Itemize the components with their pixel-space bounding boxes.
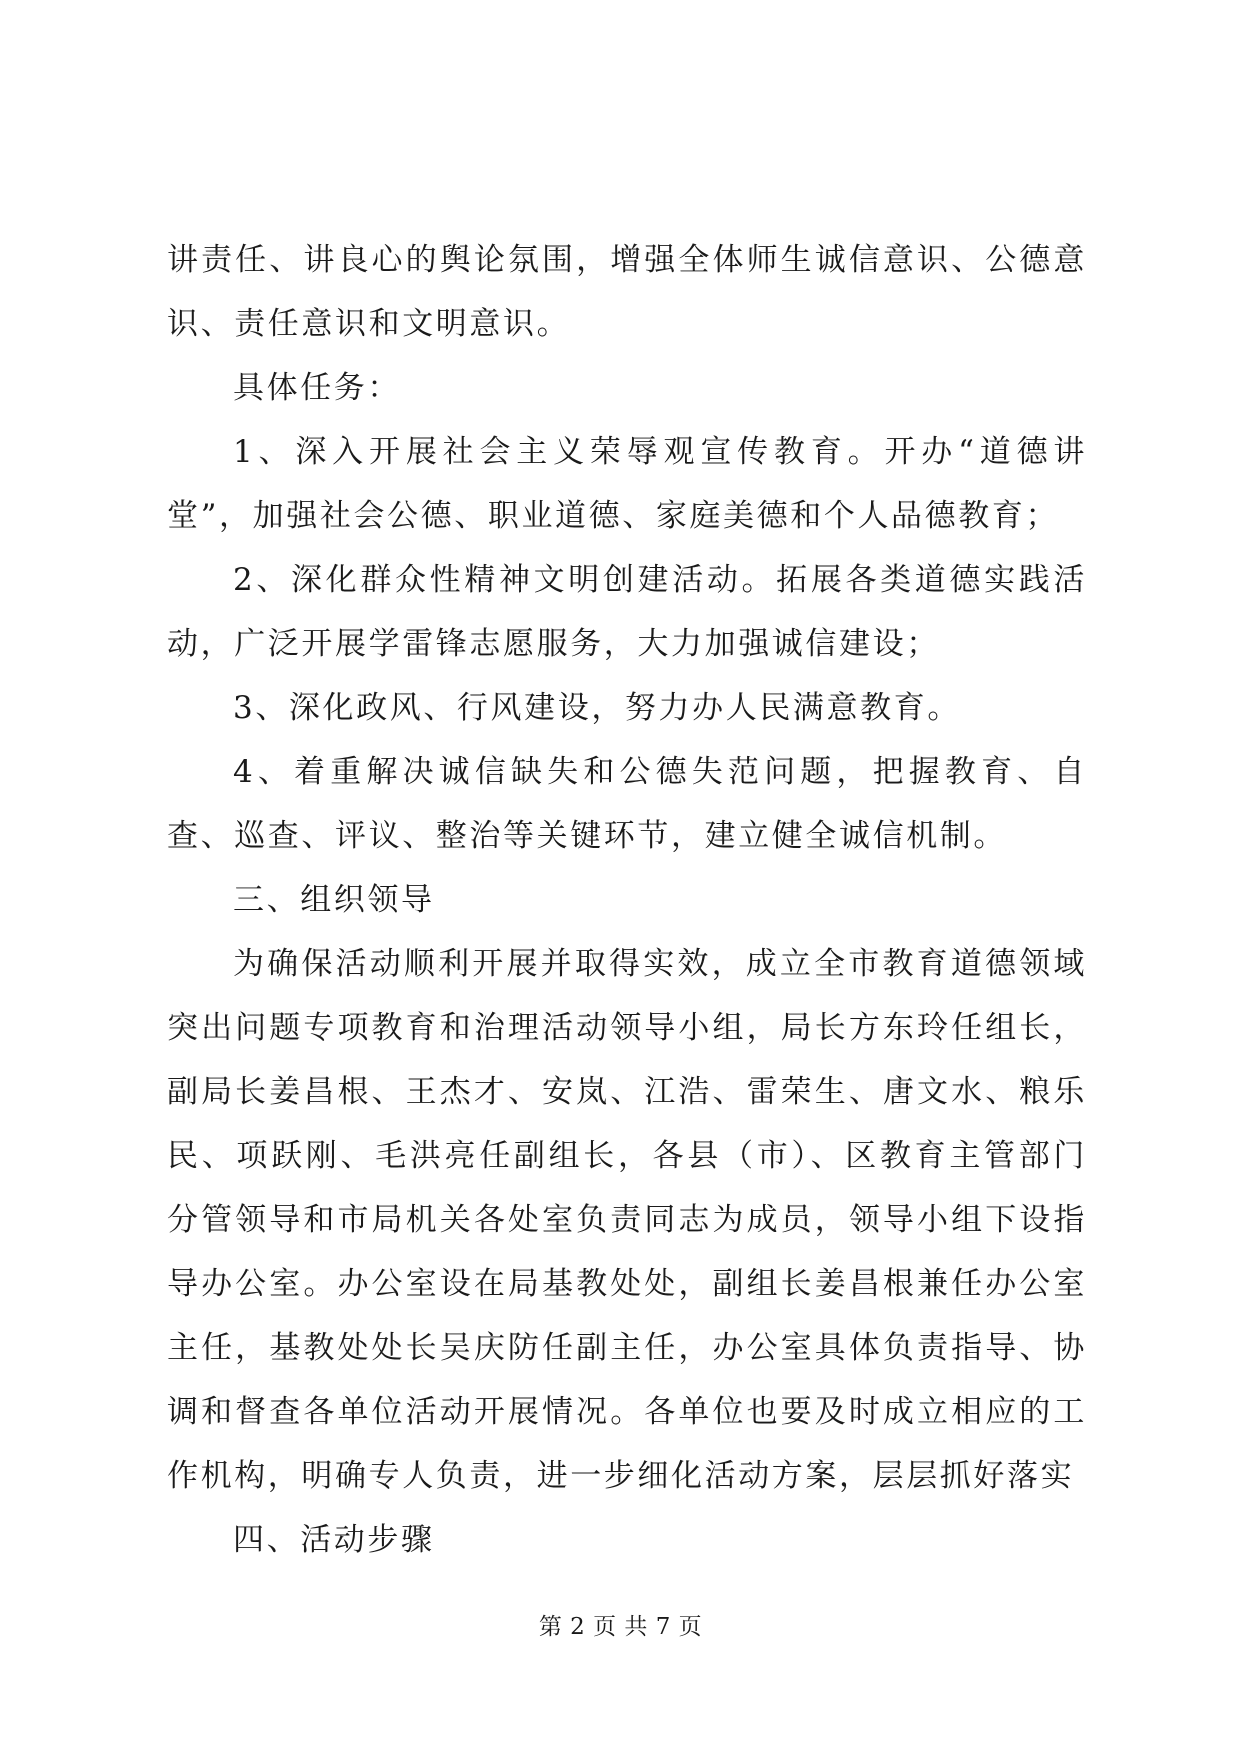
paragraph-organization-body: 为确保活动顺利开展并取得实效，成立全市教育道德领域突出问题专项教育和治理活动领导小组，局长方东玲任组长，副局长姜昌根、王杰才、安岚、江浩、雷荣生、唐文水、粮乐民、项跃刚、毛洪亮任副组长，各县（市）、区教育主管部门分管领导和市局机关各处室负责同志为成员，领导小组下设指导办公室。办公室设在局基教处处，副组长姜昌根兼任办公室主任，基教处处长吴庆防任副主任，办公室具体负责指导、协调和督查各单位活动开展情况。各单位也要及时成立相应的工作机构，明确专人负责，进一步细化活动方案，层层抓好落实 xyxy=(167,946,1087,1494)
section-heading-activity-steps: 四、活动步骤 xyxy=(233,1522,435,1558)
paragraph-task-4: 4、着重解决诚信缺失和公德失范问题，把握教育、自查、巡查、评议、整治等关键环节，建立健全诚信机制。 xyxy=(167,754,1087,854)
paragraph-task-3: 3、深化政风、行风建设，努力办人民满意教育。 xyxy=(233,690,961,726)
document-body xyxy=(167,228,1087,1572)
section-heading-organization: 三、组织领导 xyxy=(233,882,435,918)
paragraph-continuation: 讲责任、讲良心的舆论氛围，增强全体师生诚信意识、公德意识、责任意识和文明意识。 xyxy=(167,242,1087,342)
page-number-footer: 第 2 页 共 7 页 xyxy=(538,1614,703,1640)
paragraph-specific-tasks-heading: 具体任务： xyxy=(233,370,401,406)
paragraph-task-1: 1、深入开展社会主义荣辱观宣传教育。开办“道德讲堂”，加强社会公德、职业道德、家庭美德和个人品德教育； xyxy=(167,434,1087,534)
paragraph-task-2: 2、深化群众性精神文明创建活动。拓展各类道德实践活动，广泛开展学雷锋志愿服务，大力加强诚信建设； xyxy=(167,562,1087,662)
